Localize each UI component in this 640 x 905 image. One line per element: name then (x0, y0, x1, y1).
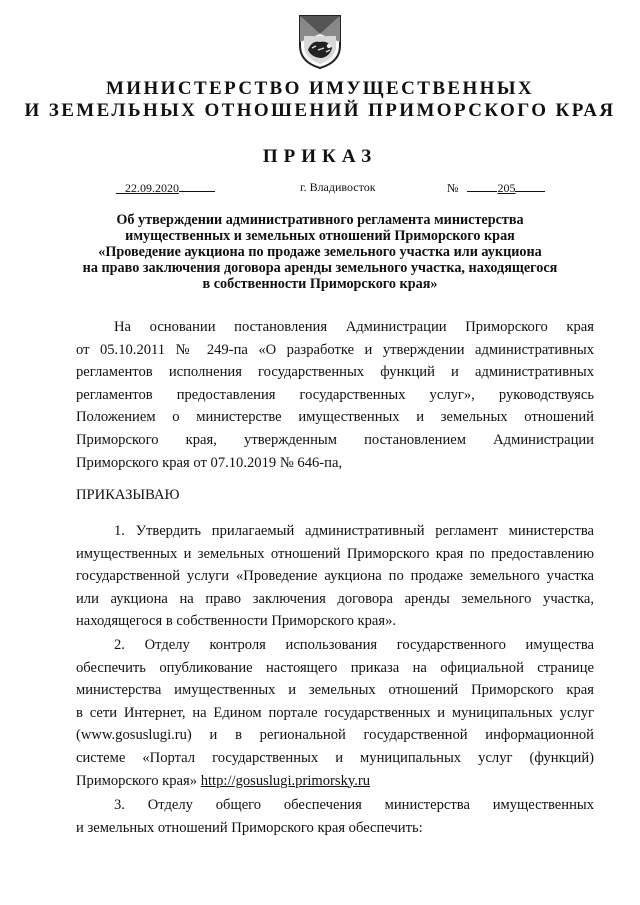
text-line: или аукциона на право заключения договора аренды земельного участка, (76, 590, 594, 607)
document-title (60, 212, 580, 292)
text-line: имущественных и земельных отношений Приморского края по предоставлению (76, 545, 594, 562)
number-sign: № (447, 181, 459, 195)
text-line-with-link (76, 770, 594, 793)
text-line: (www.gosuslugi.ru) и в региональной государственной информационной (76, 727, 594, 744)
ministry-name-line-1: МИНИСТЕРСТВО ИМУЩЕСТВЕННЫХ (105, 78, 535, 99)
text-line: обеспечить опубликование настоящего приказа на официальной странице (76, 659, 594, 676)
text-line: находящегося в собственности Приморского края». (76, 613, 397, 630)
title-line: «Проведение аукциона по продаже земельного участка или аукциона (98, 244, 542, 260)
title-line: Об утверждении административного регламента министерства (116, 212, 524, 228)
preamble-paragraph (76, 316, 594, 474)
text-line: от 05.10.2011 № 249-па «О разработке и утверждении административных (76, 341, 594, 358)
text-line: в сети Интернет, на Едином портале государственных и муниципальных услуг (76, 704, 594, 721)
text-line: На основании постановления Администрации Приморского края (114, 319, 594, 335)
title-line: имущественных и земельных отношений Приморского края (125, 228, 515, 244)
text-line: Приморского края от 07.10.2019 № 646-па, (76, 454, 343, 471)
text-line: Положением о министерстве имущественных и земельных отношений (76, 409, 594, 426)
item-2-paragraph (76, 634, 594, 792)
text-line: системе «Портал государственных и муниципальных услуг (функций) (76, 749, 594, 766)
text-line: Приморского края, утвержденным постановлением Администрации (76, 431, 594, 448)
portal-link[interactable]: http://gosuslugi.primorsky.ru (200, 772, 371, 789)
order-date-value: 22.09.2020 (125, 181, 179, 195)
document-type-heading: ПРИКАЗ (262, 146, 378, 167)
title-line: на право заключения договора аренды земельного участка, находящегося (82, 260, 558, 276)
order-city: г. Владивосток (300, 180, 376, 194)
text-line: министерства имущественных и земельных отношений Приморского края (76, 682, 594, 699)
item-1-paragraph (76, 520, 594, 633)
text-line: государственной услуги «Проведение аукциона по продаже земельного участка (76, 568, 594, 585)
title-line: в собственности Приморского края» (202, 276, 438, 292)
order-number (447, 180, 545, 196)
coat-of-arms-icon (296, 12, 344, 70)
text-line: и земельных отношений Приморского края обеспечить: (76, 819, 423, 836)
text-line: 1. Утвердить прилагаемый административный регламент министерства (114, 523, 594, 539)
text-line: регламентов исполнения государственных функций и административных (76, 364, 594, 381)
order-date (116, 180, 215, 196)
text-line: 2. Отделу контроля использования государственного имущества (114, 637, 594, 653)
item-3-paragraph (76, 794, 594, 839)
ministry-name-line-2: И ЗЕМЕЛЬНЫХ ОТНОШЕНИЙ ПРИМОРСКОГО КРАЯ (24, 100, 616, 121)
text-line: 3. Отделу общего обеспечения министерства имущественных (114, 797, 594, 813)
order-number-value: 205 (497, 181, 516, 195)
text-line: Приморского края» (76, 772, 198, 789)
order-word: ПРИКАЗЫВАЮ (76, 487, 180, 503)
text-line: регламентов предоставления государственных услуг», руководствуясь (76, 386, 594, 403)
